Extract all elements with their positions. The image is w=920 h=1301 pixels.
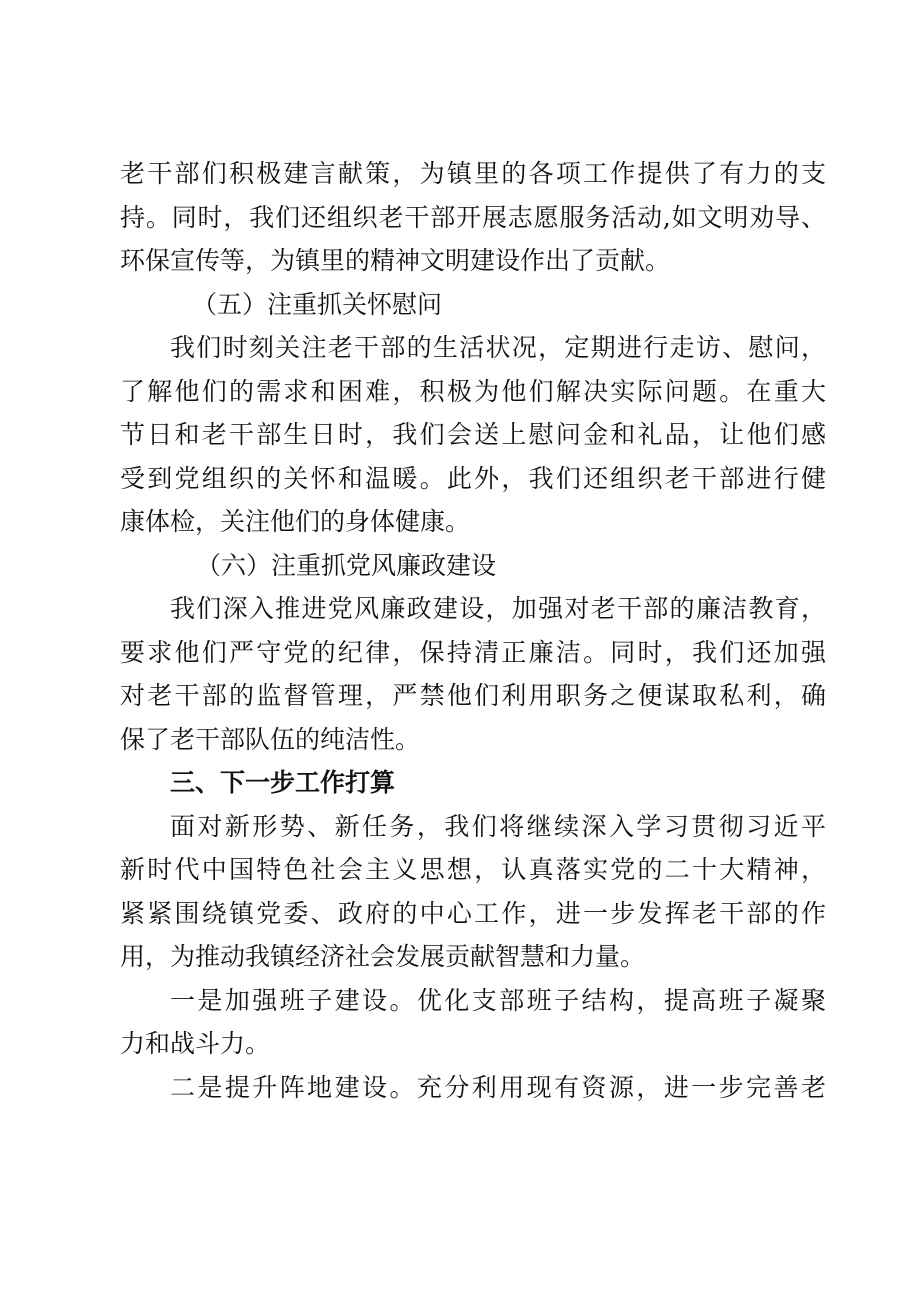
document-page	[120, 152, 826, 1109]
paragraph-line: 一是加强班子建设。优化支部班子结构，提高班子凝聚	[170, 985, 826, 1015]
paragraph-line: 力和战斗力。	[120, 1029, 271, 1058]
paragraph-line: 节日和老干部生日时，我们会送上慰问金和礼品，让他们感	[120, 420, 826, 449]
paragraph-line: 我们时刻关注老干部的生活状况，定期进行走访、慰问，	[170, 333, 826, 362]
paragraph-line: 受到党组织的关怀和温暖。此外，我们还组织老干部进行健	[120, 463, 826, 493]
paragraph-line: 保了老干部队伍的纯洁性。	[120, 724, 421, 754]
paragraph-line: 持。同时，我们还组织老干部开展志愿服务活动,如文明劝导、	[120, 202, 826, 232]
paragraph-line: 康体检，关注他们的身体健康。	[120, 507, 471, 536]
section-heading-3: 三、下一步工作打算	[170, 768, 396, 797]
paragraph-line: 面对新形势、新任务，我们将继续深入学习贯彻习近平	[170, 811, 826, 841]
paragraph-line: 老干部们积极建言献策，为镇里的各项工作提供了有力的支	[120, 159, 826, 188]
paragraph-line: 了解他们的需求和困难，积极为他们解决实际问题。在重大	[120, 376, 826, 406]
paragraph-line: 我们深入推进党风廉政建设，加强对老干部的廉洁教育，	[170, 594, 826, 623]
paragraph-line: 环保宣传等，为镇里的精神文明建设作出了贡献。	[120, 246, 671, 275]
section-subheading-5: （五）注重抓关怀慰问	[192, 289, 443, 319]
paragraph-line: 紧紧围绕镇党委、政府的中心工作，进一步发挥老干部的作	[120, 898, 826, 928]
paragraph-line: 要求他们严守党的纪律，保持清正廉洁。同时，我们还加强	[120, 637, 826, 667]
paragraph-line: 新时代中国特色社会主义思想，认真落实党的二十大精神，	[120, 855, 826, 884]
paragraph-line: 对老干部的监督管理，严禁他们利用职务之便谋取私利，确	[120, 681, 826, 710]
paragraph-line: 二是提升阵地建设。充分利用现有资源，进一步完善老	[170, 1072, 826, 1102]
paragraph-line: 用，为推动我镇经济社会发展贡献智慧和力量。	[120, 942, 646, 971]
section-subheading-6: （六）注重抓党风廉政建设	[196, 550, 497, 580]
